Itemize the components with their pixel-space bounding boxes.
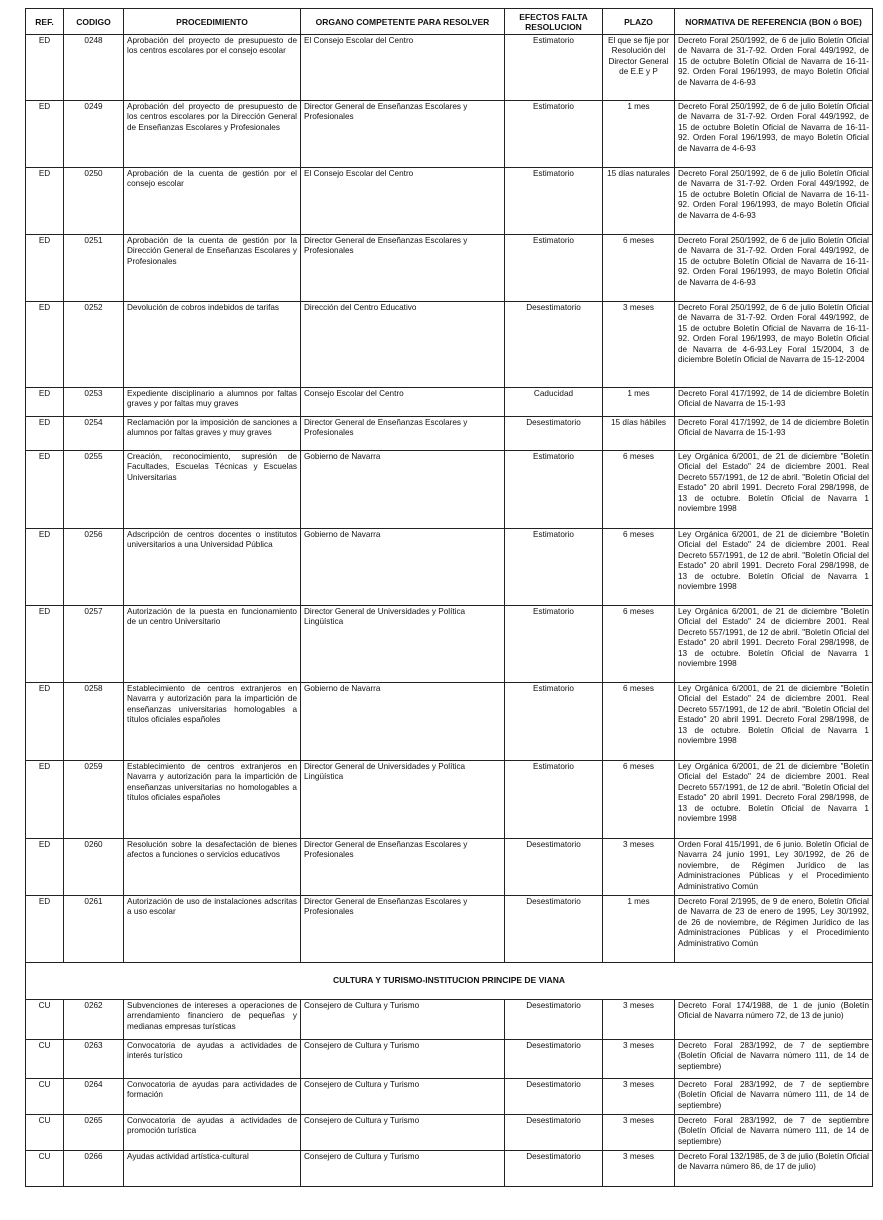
cell-plazo: 1 mes <box>603 388 675 417</box>
cell-procedimiento: Expediente disciplinario a alumnos por faltas graves y por faltas muy graves <box>124 388 301 417</box>
cell-normativa: Decreto Foral 417/1992, de 14 de diciembre Boletín Oficial de Navarra de 15-1-93 <box>675 417 873 451</box>
table-row <box>26 302 873 388</box>
table-row <box>26 683 873 761</box>
cell-efectos: Desestimatorio <box>505 1000 603 1040</box>
cell-codigo: 0254 <box>64 417 124 451</box>
cell-normativa: Decreto Foral 132/1985, de 3 de julio (Boletín Oficial de Navarra número 86, de 17 de julio) <box>675 1151 873 1187</box>
cell-normativa: Decreto Foral 250/1992, de 6 de julio Boletín Oficial de Navarra de 31-7-92. Orden Foral 449/1992, de 15 de octubre Boletín Oficial de Navarra de 16-11-92. Orden Foral 196/1993, de mayo Boletín Oficial de Navarra de 4-6-93 <box>675 35 873 101</box>
table-row <box>26 1115 873 1151</box>
table-row <box>26 1151 873 1187</box>
cell-procedimiento: Adscripción de centros docentes o institutos universitarios a una Universidad Pública <box>124 529 301 606</box>
cell-codigo: 0249 <box>64 101 124 168</box>
cell-normativa: Decreto Foral 2/1995, de 9 de enero, Boletín Oficial de Navarra de 23 de enero de 1995, Ley 30/1992, de 26 de noviembre, de Régimen Jurídico de las Administraciones Públicas y el Procedimiento Administrativo Común <box>675 896 873 963</box>
cell-efectos: Desestimatorio <box>505 1115 603 1151</box>
cell-procedimiento: Aprobación de la cuenta de gestión por la Dirección General de Enseñanzas Escolares y Profesionales <box>124 235 301 302</box>
table-row <box>26 1000 873 1040</box>
cell-normativa: Decreto Foral 417/1992, de 14 de diciembre Boletín Oficial de Navarra de 15-1-93 <box>675 388 873 417</box>
cell-codigo: 0251 <box>64 235 124 302</box>
cell-organo: Director General de Enseñanzas Escolares y Profesionales <box>301 235 505 302</box>
cell-efectos: Estimatorio <box>505 529 603 606</box>
cell-ref: CU <box>26 1079 64 1115</box>
cell-organo: Gobierno de Navarra <box>301 683 505 761</box>
cell-ref: ED <box>26 683 64 761</box>
cell-ref: ED <box>26 302 64 388</box>
cell-ref: ED <box>26 451 64 529</box>
cell-organo: Director General de Enseñanzas Escolares y Profesionales <box>301 839 505 896</box>
cell-ref: ED <box>26 417 64 451</box>
cell-codigo: 0264 <box>64 1079 124 1115</box>
cell-procedimiento: Autorización de la puesta en funcionamiento de un centro Universitario <box>124 606 301 683</box>
cell-normativa: Decreto Foral 283/1992, de 7 de septiembre (Boletín Oficial de Navarra número 111, de 14 de septiembre) <box>675 1079 873 1115</box>
cell-efectos: Desestimatorio <box>505 302 603 388</box>
table-row <box>26 1079 873 1115</box>
cell-procedimiento: Convocatoria de ayudas para actividades de formación <box>124 1079 301 1115</box>
cell-normativa: Decreto Foral 250/1992, de 6 de julio Boletín Oficial de Navarra de 31-7-92. Orden Foral 449/1992, de 15 de octubre Boletín Oficial de Navarra de 16-11-92. Orden Foral 196/1993, de mayo Boletín Oficial de Navarra de 4-6-93 <box>675 168 873 235</box>
cell-efectos: Estimatorio <box>505 683 603 761</box>
cell-plazo: 6 meses <box>603 606 675 683</box>
cell-procedimiento: Ayudas actividad artística-cultural <box>124 1151 301 1187</box>
cell-efectos: Caducidad <box>505 388 603 417</box>
cell-organo: Director General de Universidades y Política Lingüística <box>301 606 505 683</box>
header-normativa: NORMATIVA DE REFERENCIA (BON ó BOE) <box>675 9 873 35</box>
cell-codigo: 0255 <box>64 451 124 529</box>
cell-procedimiento: Convocatoria de ayudas a actividades de interés turístico <box>124 1040 301 1079</box>
cell-procedimiento: Resolución sobre la desafectación de bienes afectos a funciones o servicios educativos <box>124 839 301 896</box>
cell-procedimiento: Creación, reconocimiento, supresión de Facultades, Escuelas Técnicas y Escuelas Universitarias <box>124 451 301 529</box>
cell-efectos: Estimatorio <box>505 168 603 235</box>
cell-plazo: 3 meses <box>603 1079 675 1115</box>
cell-normativa: Orden Foral 415/1991, de 6 junio. Boletín Oficial de Navarra 24 junio 1991, Ley 30/1992, de 26 de noviembre, de Régimen Jurídico de las Administraciones Públicas y el Procedimiento Administrativo Común <box>675 839 873 896</box>
cell-organo: Director General de Enseñanzas Escolares y Profesionales <box>301 896 505 963</box>
table-row <box>26 388 873 417</box>
cell-organo: El Consejo Escolar del Centro <box>301 168 505 235</box>
cell-plazo: 6 meses <box>603 451 675 529</box>
cell-codigo: 0263 <box>64 1040 124 1079</box>
cell-plazo: 15 días hábiles <box>603 417 675 451</box>
cell-normativa: Ley Orgánica 6/2001, de 21 de diciembre "Boletín Oficial del Estado" 24 de diciembre 2001. Real Decreto 557/1991, de 12 de abril. "Boletín Oficial del Estado" 20 abril 1991. Decreto Foral 298/1998, de 13 de octubre. Boletín Oficial de Navarra 1 noviembre 1998 <box>675 683 873 761</box>
cell-efectos: Desestimatorio <box>505 1151 603 1187</box>
cell-efectos: Desestimatorio <box>505 1040 603 1079</box>
table-row <box>26 451 873 529</box>
cell-ref: CU <box>26 1151 64 1187</box>
cell-plazo: 3 meses <box>603 302 675 388</box>
cell-codigo: 0260 <box>64 839 124 896</box>
header-efectos: EFECTOS FALTA RESOLUCION <box>505 9 603 35</box>
header-codigo: CODIGO <box>64 9 124 35</box>
cell-normativa: Decreto Foral 283/1992, de 7 de septiembre (Boletín Oficial de Navarra número 111, de 14 de septiembre) <box>675 1040 873 1079</box>
cell-plazo: 6 meses <box>603 683 675 761</box>
table-row <box>26 1040 873 1079</box>
table-row <box>26 417 873 451</box>
cell-efectos: Desestimatorio <box>505 1079 603 1115</box>
cell-organo: Consejero de Cultura y Turismo <box>301 1115 505 1151</box>
cell-plazo: El que se fije por Resolución del Director General de E.E y P <box>603 35 675 101</box>
cell-procedimiento: Autorización de uso de instalaciones adscritas a uso escolar <box>124 896 301 963</box>
cell-procedimiento: Aprobación del proyecto de presupuesto de los centros escolares por la Dirección General de Enseñanzas Escolares y Profesionales <box>124 101 301 168</box>
header-plazo: PLAZO <box>603 9 675 35</box>
cell-efectos: Estimatorio <box>505 606 603 683</box>
cell-efectos: Estimatorio <box>505 235 603 302</box>
cell-organo: Gobierno de Navarra <box>301 451 505 529</box>
cell-codigo: 0253 <box>64 388 124 417</box>
cell-ref: ED <box>26 839 64 896</box>
cu-rows <box>26 1000 873 1187</box>
cell-ref: CU <box>26 1040 64 1079</box>
cell-ref: ED <box>26 35 64 101</box>
cell-procedimiento: Aprobación del proyecto de presupuesto de los centros escolares por el consejo escolar <box>124 35 301 101</box>
cell-plazo: 6 meses <box>603 235 675 302</box>
cell-efectos: Estimatorio <box>505 761 603 839</box>
cell-ref: CU <box>26 1115 64 1151</box>
cell-codigo: 0248 <box>64 35 124 101</box>
table-row <box>26 529 873 606</box>
cell-plazo: 3 meses <box>603 1040 675 1079</box>
cell-organo: Director General de Enseñanzas Escolares y Profesionales <box>301 417 505 451</box>
cell-plazo: 3 meses <box>603 1151 675 1187</box>
cell-plazo: 3 meses <box>603 1000 675 1040</box>
cell-plazo: 6 meses <box>603 761 675 839</box>
section-title: CULTURA Y TURISMO-INSTITUCION PRINCIPE DE VIANA <box>26 963 873 1000</box>
cell-codigo: 0250 <box>64 168 124 235</box>
cell-organo: Dirección del Centro Educativo <box>301 302 505 388</box>
cell-organo: Consejero de Cultura y Turismo <box>301 1079 505 1115</box>
cell-plazo: 15 días naturales <box>603 168 675 235</box>
cell-organo: Director General de Universidades y Política Lingüística <box>301 761 505 839</box>
cell-codigo: 0257 <box>64 606 124 683</box>
cell-codigo: 0265 <box>64 1115 124 1151</box>
table-row <box>26 235 873 302</box>
table-row <box>26 101 873 168</box>
cell-ref: ED <box>26 235 64 302</box>
cell-normativa: Decreto Foral 250/1992, de 6 de julio Boletín Oficial de Navarra de 31-7-92. Orden Foral 449/1992, de 15 de octubre Boletín Oficial de Navarra de 16-11-92. Orden Foral 196/1993, de mayo Boletín Oficial de Navarra de 4-6-93 <box>675 235 873 302</box>
cell-ref: CU <box>26 1000 64 1040</box>
table-header-row <box>26 9 873 35</box>
cell-normativa: Ley Orgánica 6/2001, de 21 de diciembre "Boletín Oficial del Estado" 24 de diciembre 2001. Real Decreto 557/1991, de 12 de abril. "Boletín Oficial del Estado" 20 abril 1991. Decreto Foral 298/1998, de 13 de octubre. Boletín Oficial de Navarra 1 noviembre 1998 <box>675 606 873 683</box>
cell-efectos: Desestimatorio <box>505 896 603 963</box>
procedures-table <box>25 8 873 1187</box>
cell-plazo: 3 meses <box>603 839 675 896</box>
table-row <box>26 761 873 839</box>
cell-normativa: Ley Orgánica 6/2001, de 21 de diciembre "Boletín Oficial del Estado" 24 de diciembre 2001. Real Decreto 557/1991, de 12 de abril. "Boletín Oficial del Estado" 20 abril 1991. Decreto Foral 298/1998, de 13 de octubre. Boletín Oficial de Navarra 1 noviembre 1998 <box>675 761 873 839</box>
cell-organo: Director General de Enseñanzas Escolares y Profesionales <box>301 101 505 168</box>
header-ref: REF. <box>26 9 64 35</box>
header-procedimiento: PROCEDIMIENTO <box>124 9 301 35</box>
cell-codigo: 0262 <box>64 1000 124 1040</box>
cell-organo: Consejero de Cultura y Turismo <box>301 1000 505 1040</box>
cell-procedimiento: Subvenciones de intereses a operaciones de arrendamiento financiero de pequeñas y medianas empresas turísticas <box>124 1000 301 1040</box>
cell-codigo: 0252 <box>64 302 124 388</box>
cell-procedimiento: Convocatoria de ayudas a actividades de promoción turística <box>124 1115 301 1151</box>
cell-ref: ED <box>26 896 64 963</box>
cell-codigo: 0259 <box>64 761 124 839</box>
cell-procedimiento: Establecimiento de centros extranjeros en Navarra y autorización para la impartición de enseñanzas universitarias no homologables a títulos oficiales españoles <box>124 761 301 839</box>
cell-efectos: Estimatorio <box>505 451 603 529</box>
cell-plazo: 3 meses <box>603 1115 675 1151</box>
cell-ref: ED <box>26 388 64 417</box>
cell-plazo: 1 mes <box>603 101 675 168</box>
cell-ref: ED <box>26 606 64 683</box>
table-row <box>26 896 873 963</box>
cell-efectos: Estimatorio <box>505 35 603 101</box>
cell-normativa: Decreto Foral 250/1992, de 6 de julio Boletín Oficial de Navarra de 31-7-92. Orden Foral 449/1992, de 15 de octubre Boletín Oficial de Navarra de 16-11-92. Orden Foral 196/1993, de mayo Boletín Oficial de Navarra de 4-6-93 <box>675 101 873 168</box>
cell-codigo: 0266 <box>64 1151 124 1187</box>
header-organo: ORGANO COMPETENTE PARA RESOLVER <box>301 9 505 35</box>
section-row <box>26 963 873 1000</box>
cell-organo: El Consejo Escolar del Centro <box>301 35 505 101</box>
cell-codigo: 0258 <box>64 683 124 761</box>
cell-codigo: 0256 <box>64 529 124 606</box>
cell-procedimiento: Establecimiento de centros extranjeros en Navarra y autorización para la impartición de enseñanzas universitarias homologables a títulos oficiales españoles <box>124 683 301 761</box>
table-row <box>26 168 873 235</box>
cell-codigo: 0261 <box>64 896 124 963</box>
cell-normativa: Ley Orgánica 6/2001, de 21 de diciembre "Boletín Oficial del Estado" 24 de diciembre 2001. Real Decreto 557/1991, de 12 de abril. "Boletín Oficial del Estado" 20 abril 1991. Decreto Foral 298/1998, de 13 de octubre. Boletín Oficial de Navarra 1 noviembre 1998 <box>675 451 873 529</box>
cell-organo: Consejo Escolar del Centro <box>301 388 505 417</box>
cell-normativa: Decreto Foral 283/1992, de 7 de septiembre (Boletín Oficial de Navarra número 111, de 14 de septiembre) <box>675 1115 873 1151</box>
cell-ref: ED <box>26 761 64 839</box>
cell-plazo: 1 mes <box>603 896 675 963</box>
cell-efectos: Estimatorio <box>505 101 603 168</box>
cell-ref: ED <box>26 168 64 235</box>
cell-procedimiento: Devolución de cobros indebidos de tarifas <box>124 302 301 388</box>
cell-normativa: Decreto Foral 174/1988, de 1 de junio (Boletín Oficial de Navarra número 72, de 13 de junio) <box>675 1000 873 1040</box>
cell-ref: ED <box>26 529 64 606</box>
cell-plazo: 6 meses <box>603 529 675 606</box>
cell-procedimiento: Reclamación por la imposición de sanciones a alumnos por faltas graves y muy graves <box>124 417 301 451</box>
cell-procedimiento: Aprobación de la cuenta de gestión por el consejo escolar <box>124 168 301 235</box>
cell-organo: Gobierno de Navarra <box>301 529 505 606</box>
table-row <box>26 606 873 683</box>
ed-rows <box>26 35 873 963</box>
cell-normativa: Ley Orgánica 6/2001, de 21 de diciembre "Boletín Oficial del Estado" 24 de diciembre 2001. Real Decreto 557/1991, de 12 de abril. "Boletín Oficial del Estado" 20 abril 1991. Decreto Foral 298/1998, de 13 de octubre. Boletín Oficial de Navarra 1 noviembre 1998 <box>675 529 873 606</box>
cell-ref: ED <box>26 101 64 168</box>
table-row <box>26 839 873 896</box>
cell-organo: Consejero de Cultura y Turismo <box>301 1040 505 1079</box>
cell-efectos: Desestimatorio <box>505 839 603 896</box>
cell-efectos: Desestimatorio <box>505 417 603 451</box>
table-row <box>26 35 873 101</box>
cell-normativa: Decreto Foral 250/1992, de 6 de julio Boletín Oficial de Navarra de 31-7-92. Orden Foral 449/1992, de 15 de octubre Boletín Oficial de Navarra de 16-11-92. Orden Foral 196/1993, de mayo Boletín Oficial de Navarra de 4-6-93.Ley Foral 15/2004, 3 de diciembre Boletín Oficial de Navarra de 15-12-2004 <box>675 302 873 388</box>
cell-organo: Consejero de Cultura y Turismo <box>301 1151 505 1187</box>
